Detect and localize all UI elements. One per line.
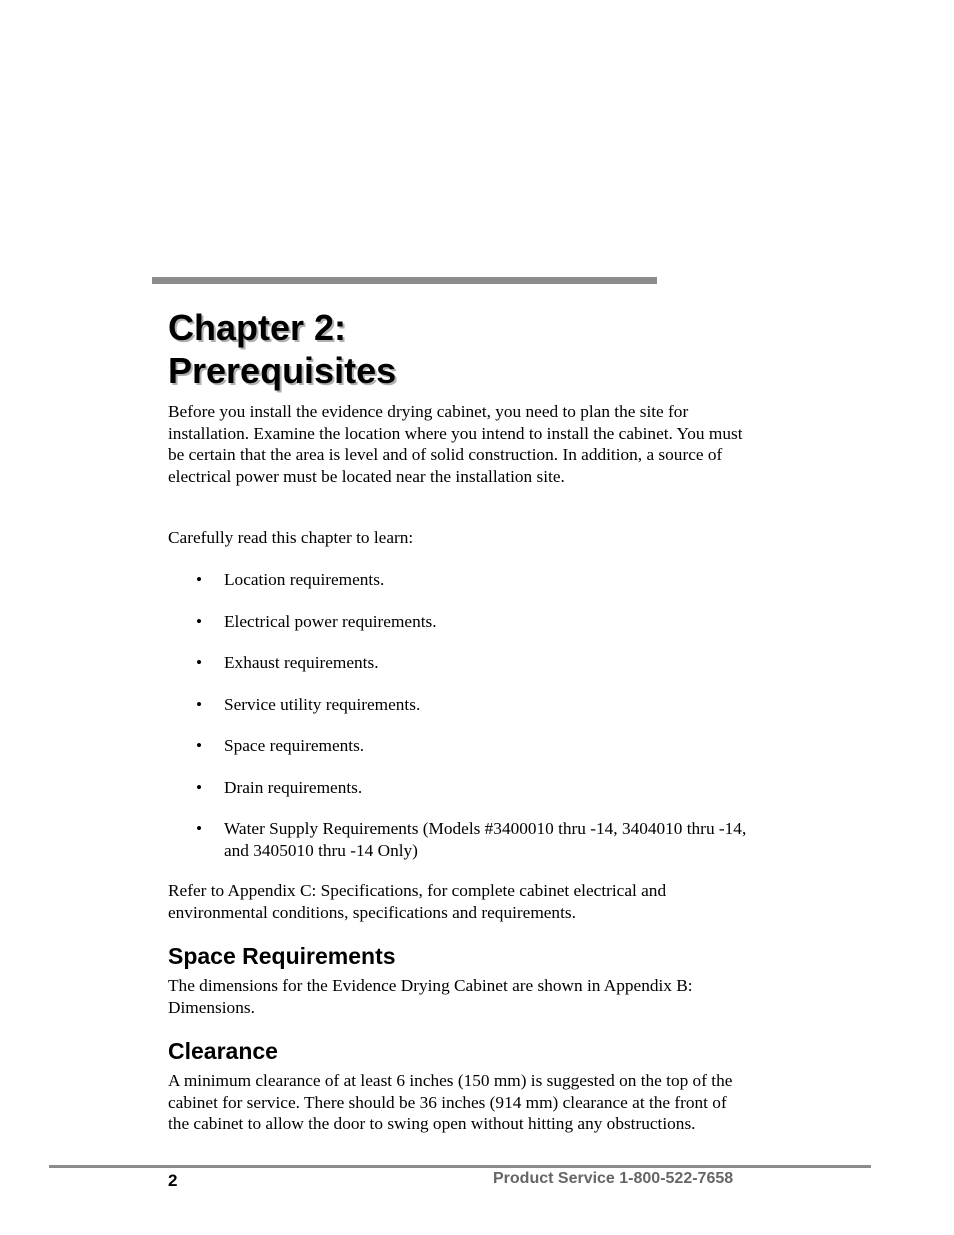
chapter-title-line-2: Prerequisites <box>168 350 397 391</box>
chapter-divider-rule <box>152 277 657 284</box>
bullet-item-text: Exhaust requirements. <box>224 653 379 672</box>
bullet-item <box>196 777 756 799</box>
bullet-item-text: Service utility requirements. <box>224 694 421 714</box>
bullet-item <box>196 652 756 674</box>
clearance-paragraph: A minimum clearance of at least 6 inches (150 mm) is suggested on the top of the cabinet for service. There should be 36 inches (914 mm) clearance at the front of the cabinet to allow the door to swing open without hitting any obstructions. <box>168 1071 733 1133</box>
bullet-item-text: Space requirements. <box>224 736 365 755</box>
bullet-item <box>196 694 756 716</box>
bullet-marker: • <box>196 653 203 672</box>
footer-rule <box>49 1165 871 1168</box>
bullet-item <box>196 611 756 633</box>
bullet-item-text: Water Supply Requirements (Models #3400010 thru -14, 3404010 thru -14, and 3405010 thru -14 Only) <box>224 819 747 860</box>
bullet-marker: • <box>196 611 203 631</box>
learn-lead-paragraph: Carefully read this chapter to learn: <box>168 528 414 547</box>
footer-product-service: Product Service 1-800-522-7658 <box>493 1170 734 1187</box>
space-requirements-heading: Space Requirements <box>168 943 396 969</box>
bullet-item <box>196 735 756 757</box>
bullet-marker: • <box>196 736 203 755</box>
bullet-item-text: Electrical power requirements. <box>224 611 437 631</box>
bullet-item-text: Drain requirements. <box>224 777 363 797</box>
bullet-item <box>196 818 756 861</box>
page-number: 2 <box>168 1171 178 1190</box>
chapter-title <box>168 306 396 392</box>
bullet-item <box>196 569 756 591</box>
refer-paragraph: Refer to Appendix C: Specifications, for complete cabinet electrical and environmental conditions, specifications and requirements. <box>168 881 667 922</box>
bullet-item-text: Location requirements. <box>224 570 385 589</box>
bullet-marker: • <box>196 777 203 797</box>
requirements-bullet-list <box>196 569 756 881</box>
bullet-marker: • <box>196 694 203 714</box>
chapter-title-line-1: Chapter 2: <box>168 307 347 348</box>
clearance-heading: Clearance <box>168 1038 278 1064</box>
bullet-marker: • <box>196 570 203 589</box>
bullet-marker: • <box>196 819 203 838</box>
space-requirements-paragraph: The dimensions for the Evidence Drying Cabinet are shown in Appendix B: Dimensions. <box>168 976 693 1017</box>
intro-paragraph: Before you install the evidence drying cabinet, you need to plan the site for installation. Examine the location where you intend to install the cabinet. You must be certain that the area is level and of solid construction. In addition, a source of electrical power must be located near the installation site. <box>168 402 743 486</box>
